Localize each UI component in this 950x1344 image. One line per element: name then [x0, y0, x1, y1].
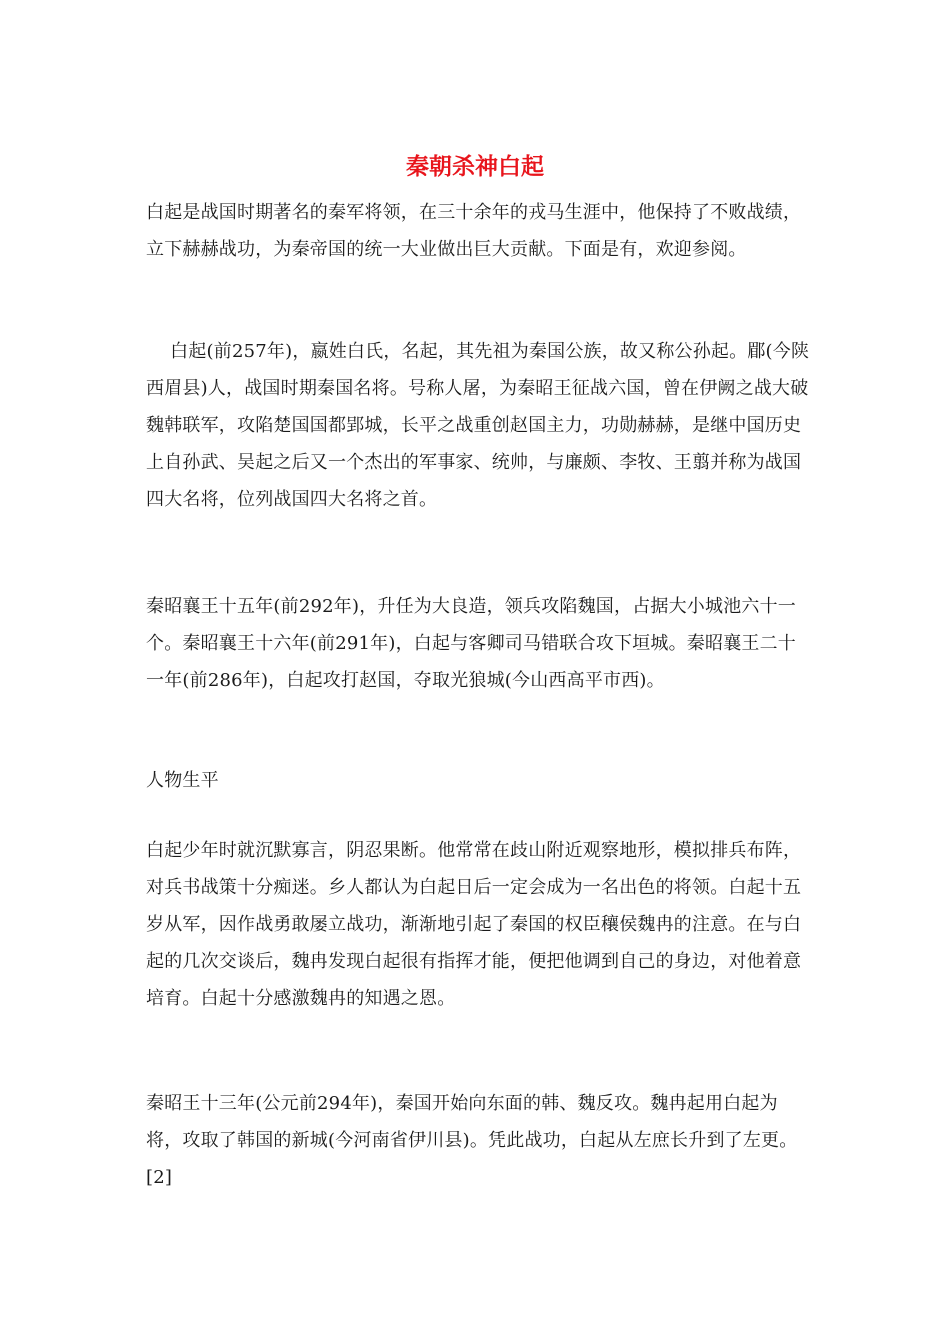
- section-heading-life: 人物生平: [146, 770, 219, 791]
- paragraph-biography: 白起(前257年)，嬴姓白氏，名起，其先祖为秦国公族，故又称公孙起。郿(今陕西眉县)人，战国时期秦国名将。号称人屠，为秦昭王征战六国，曾在伊阙之战大破魏韩联军，攻陷楚国国都郢城，长平之战重创赵国主力，功勋赫赫，是继中国历史上自孙武、吴起之后又一个杰出的军事家、统帅，与廉颇、李牧、王翦并称为战国四大名将，位列战国四大名将之首。: [146, 341, 810, 510]
- paragraph-292bc: 秦昭襄王十五年(前292年)，升任为大良造，领兵攻陷魏国，占据大小城池六十一个。秦昭襄王十六年(前291年)，白起与客卿司马错联合攻下垣城。秦昭襄王二十一年(前286年)，白起攻打赵国，夺取光狼城(今山西高平市西)。: [146, 596, 796, 691]
- paragraph-294bc: 秦昭王十三年(公元前294年)，秦国开始向东面的韩、魏反攻。魏冉起用白起为将，攻取了韩国的新城(今河南省伊川县)。凭此战功，白起从左庶长升到了左更。[2]: [146, 1093, 798, 1188]
- paragraph-intro: 白起是战国时期著名的秦军将领，在三十余年的戎马生涯中，他保持了不败战绩，立下赫赫战功，为秦帝国的统一大业做出巨大贡献。下面是有，欢迎参阅。: [146, 202, 802, 260]
- paragraph-youth: 白起少年时就沉默寡言，阴忍果断。他常常在歧山附近观察地形，模拟排兵布阵，对兵书战策十分痴迷。乡人都认为白起日后一定会成为一名出色的将领。白起十五岁从军，因作战勇敢屡立战功，渐渐地引起了秦国的权臣穰侯魏冉的注意。在与白起的几次交谈后，魏冉发现白起很有指挥才能，便把他调到自己的身边，对他着意培育。白起十分感激魏冉的知遇之恩。: [146, 840, 802, 1009]
- document-title: 秦朝杀神白起: [406, 153, 544, 180]
